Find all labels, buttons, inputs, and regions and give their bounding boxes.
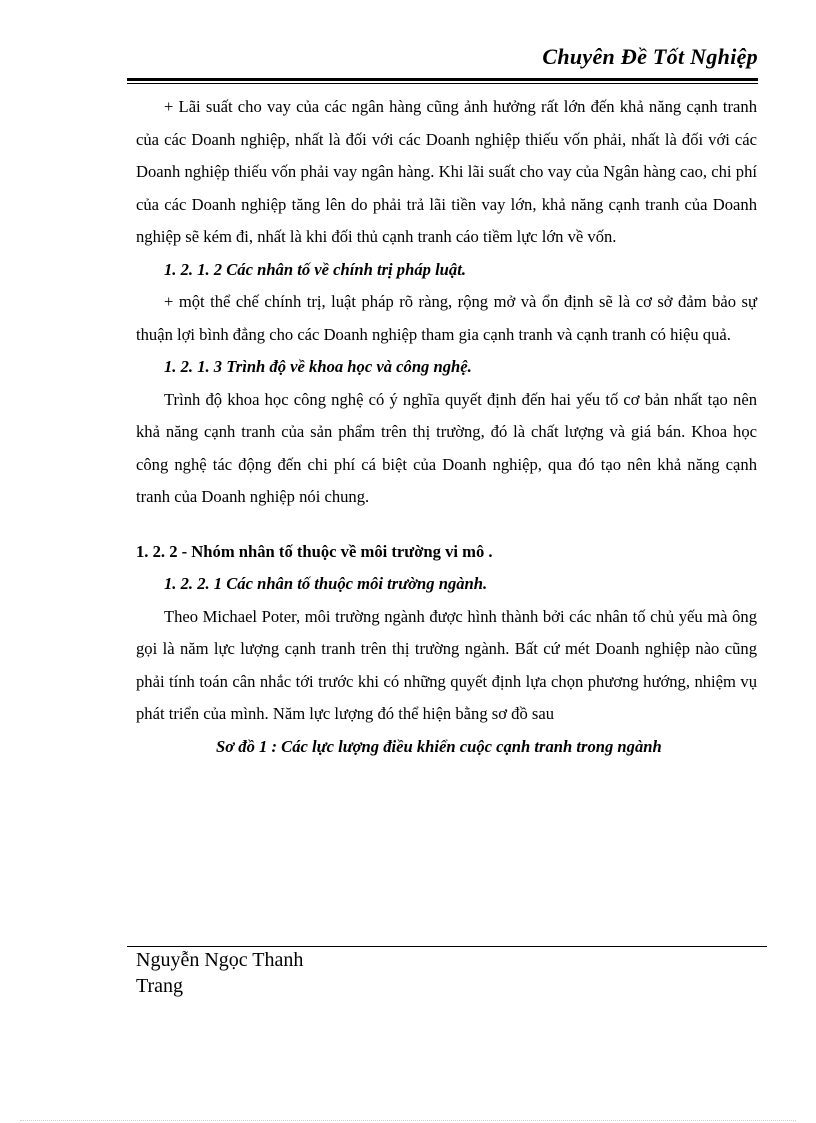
- paragraph-science-technology: Trình độ khoa học công nghệ có ý nghĩa quyết định đến hai yếu tố cơ bản nhất tạo nên khả năng cạnh tranh của sản phẩm trên thị trường, đó là chất lượng và giá bán. Khoa học công nghệ tác động đến chi phí cá biệt của Doanh nghiệp, qua đó tạo nên khả năng cạnh tranh của Doanh nghiệp nói chung.: [136, 389, 757, 506]
- header-divider: [127, 78, 758, 84]
- footer-author-name: Nguyễn Ngọc Thanh Trang: [136, 949, 304, 997]
- document-body: [136, 91, 757, 763]
- paragraph-michael-porter: Theo Michael Poter, môi trường ngành được hình thành bởi các nhân tố chủ yếu mà ông gọi là năm lực lượng cạnh tranh trên thị trường ngành. Bất cứ mét Doanh nghiệp nào cũng phải tính toán cân nhắc tới trước khi có những quyết định lựa chọn phương hướng, nhiệm vụ phát triển của mình. Năm lực lượng đó thể hiện bằng sơ đồ sau: [136, 606, 757, 723]
- section-spacer: [136, 514, 757, 536]
- diagram-caption: Sơ đồ 1 : Các lực lượng điều khiển cuộc cạnh tranh trong ngành: [216, 736, 662, 756]
- heading-industry-environment: 1. 2. 2. 1 Các nhân tố thuộc môi trường ngành.: [164, 574, 488, 593]
- paragraph-interest-rate: + Lãi suất cho vay của các ngân hàng cũng ảnh hưởng rất lớn đến khả năng cạnh tranh của các Doanh nghiệp, nhất là đối với các Doanh nghiệp thiếu vốn phải, nhất là đối với các Doanh nghiệp thiếu vốn phải vay ngân hàng. Khi lãi suất cho vay của Ngân hàng cao, chi phí của các Doanh nghiệp tăng lên do phải trả lãi tiền vay lớn, khả năng cạnh tranh của Doanh nghiệp sẽ kém đi, nhất là khi đối thủ cạnh tranh cáo tiềm lực lớn về vốn.: [136, 97, 757, 246]
- paragraph-political-legal: + một thể chế chính trị, luật pháp rõ ràng, rộng mở và ổn định sẽ là cơ sở đảm bảo sự thuận lợi bình đẳng cho các Doanh nghiệp tham gia cạnh tranh và cạnh tranh có hiệu quả.: [136, 292, 757, 344]
- heading-micro-environment: 1. 2. 2 - Nhóm nhân tố thuộc về môi trường vi mô .: [136, 541, 493, 561]
- heading-science-technology: 1. 2. 1. 3 Trình độ về khoa học và công nghệ.: [164, 357, 472, 376]
- page-bottom-edge: [20, 1120, 796, 1121]
- page-header-title: Chuyên Đề Tốt Nghiệp: [542, 44, 758, 69]
- heading-political-legal-factors: 1. 2. 1. 2 Các nhân tố về chính trị pháp luật.: [164, 259, 466, 279]
